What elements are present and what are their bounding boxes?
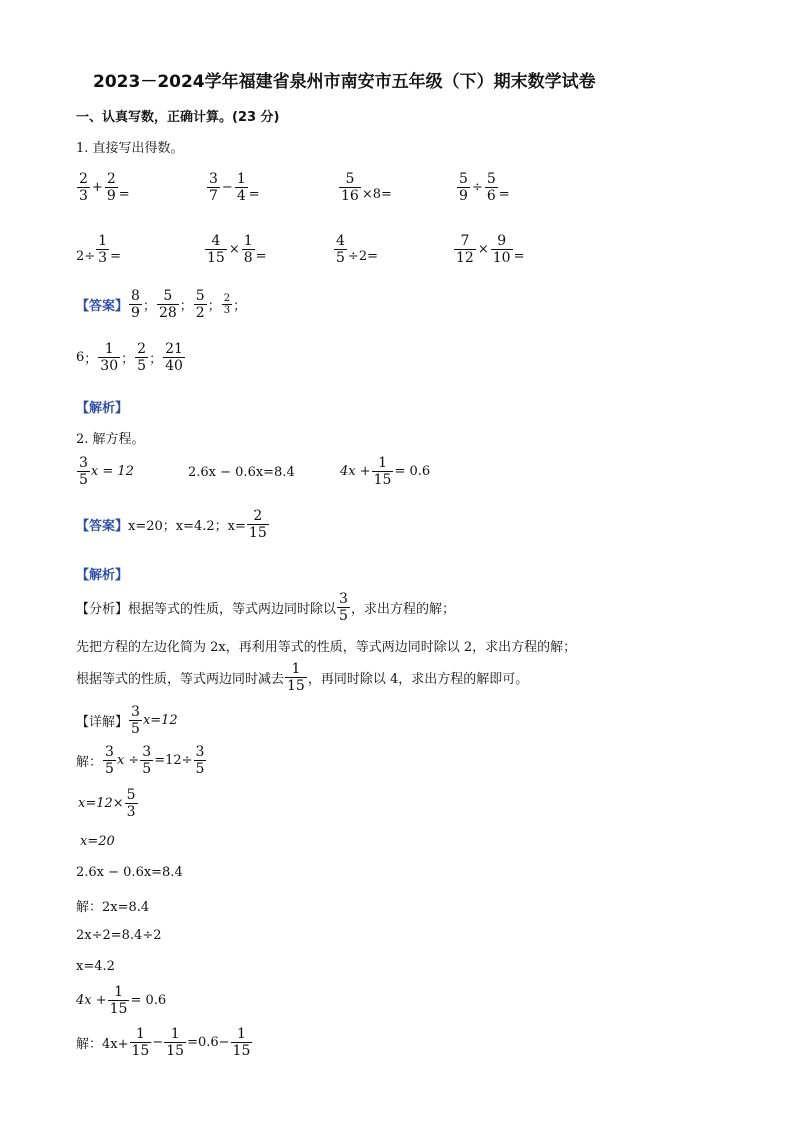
section-heading: 一、认真写数，正确计算。(23 分) — [76, 110, 280, 125]
detail-step-2: 解： $\frac{3}{5}$ x ÷ $\frac{3}{5}$ =12÷ $\frac{3}{5}$ — [76, 744, 205, 778]
fenxi-line-2: 先把方程的左边化简为 2x，再利用等式的性质，等式两边同时除以 2，求出方程的解； — [76, 640, 577, 655]
detail-step-8: x=4.2 — [76, 959, 115, 974]
expr-2a: 2÷ $\frac{1}{3}$ = — [76, 233, 121, 267]
expr-1a: $\frac{2}{3}$ + $\frac{2}{9}$ = — [79, 171, 130, 205]
expr-2d: $\frac{7}{12}$ × $\frac{9}{10}$ = — [456, 233, 525, 267]
fenxi-line-1: 【分析】 根据等式的性质，等式两边同时除以 $\frac{3}{5}$ ，求出方程的解； — [76, 591, 455, 625]
expr-1b: $\frac{3}{7}$ − $\frac{1}{4}$ = — [209, 171, 260, 205]
answer-line-1: 【答案】 $\frac{8}{9}$ ； $\frac{5}{28}$ ； $\frac{5}{2}$ ； $\frac{2}{3}$ ； — [76, 288, 247, 322]
detail-step-6: 解：2x=8.4 — [76, 900, 150, 915]
analysis-tag-2: 【解析】 — [76, 568, 129, 583]
equation-2: 2.6x − 0.6x=8.4 — [188, 465, 295, 480]
detail-step-4: x=20 — [80, 834, 115, 849]
question-1-label: 1. 直接写出得数。 — [76, 141, 184, 156]
analysis-tag-1: 【解析】 — [76, 401, 129, 416]
detail-step-9: 4x + $\frac{1}{15}$ = 0.6 — [76, 984, 167, 1018]
detail-step-1: 【详解】 $\frac{3}{5}$ x=12 — [76, 704, 178, 738]
expr-2c: $\frac{4}{5}$ ÷2 = — [336, 233, 378, 267]
question-2-label: 2. 解方程。 — [76, 432, 145, 447]
equation-3: 4x + $\frac{1}{15}$ = 0.6 — [340, 455, 431, 489]
detail-step-7: 2x÷2=8.4÷2 — [76, 928, 162, 943]
expr-1d: $\frac{5}{9}$ ÷ $\frac{5}{6}$ = — [459, 171, 510, 205]
answer-line-q2: 【答案】 x=20；x=4.2；x= $\frac{2}{15}$ — [76, 508, 267, 542]
detail-step-10: 解：4x+ $\frac{1}{15}$ − $\frac{1}{15}$ =0.6− $\frac{1}{15}$ — [76, 1026, 251, 1060]
answer-tag: 【答案】 — [76, 299, 129, 315]
answer-line-2: 6 ； $\frac{1}{30}$ ； $\frac{2}{5}$ ； $\frac{21}{40}$ — [76, 341, 183, 375]
detail-step-5: 2.6x − 0.6x=8.4 — [76, 865, 183, 880]
answer-tag: 【答案】 — [76, 519, 129, 535]
equation-1: $\frac{3}{5}$ x = 12 — [79, 455, 134, 489]
fenxi-line-3: 根据等式的性质，等式两边同时减去 $\frac{1}{15}$ ，再同时除以 4，求出方程的解即可。 — [76, 661, 529, 695]
expr-2b: $\frac{4}{15}$ × $\frac{1}{8}$ = — [207, 233, 267, 267]
expr-1c: $\frac{5}{16}$ ×8 = — [341, 171, 392, 205]
detail-step-3: x=12× $\frac{5}{3}$ — [78, 787, 136, 821]
page-title: 2023－2024学年福建省泉州市南安市五年级（下）期末数学试卷 — [93, 72, 596, 92]
